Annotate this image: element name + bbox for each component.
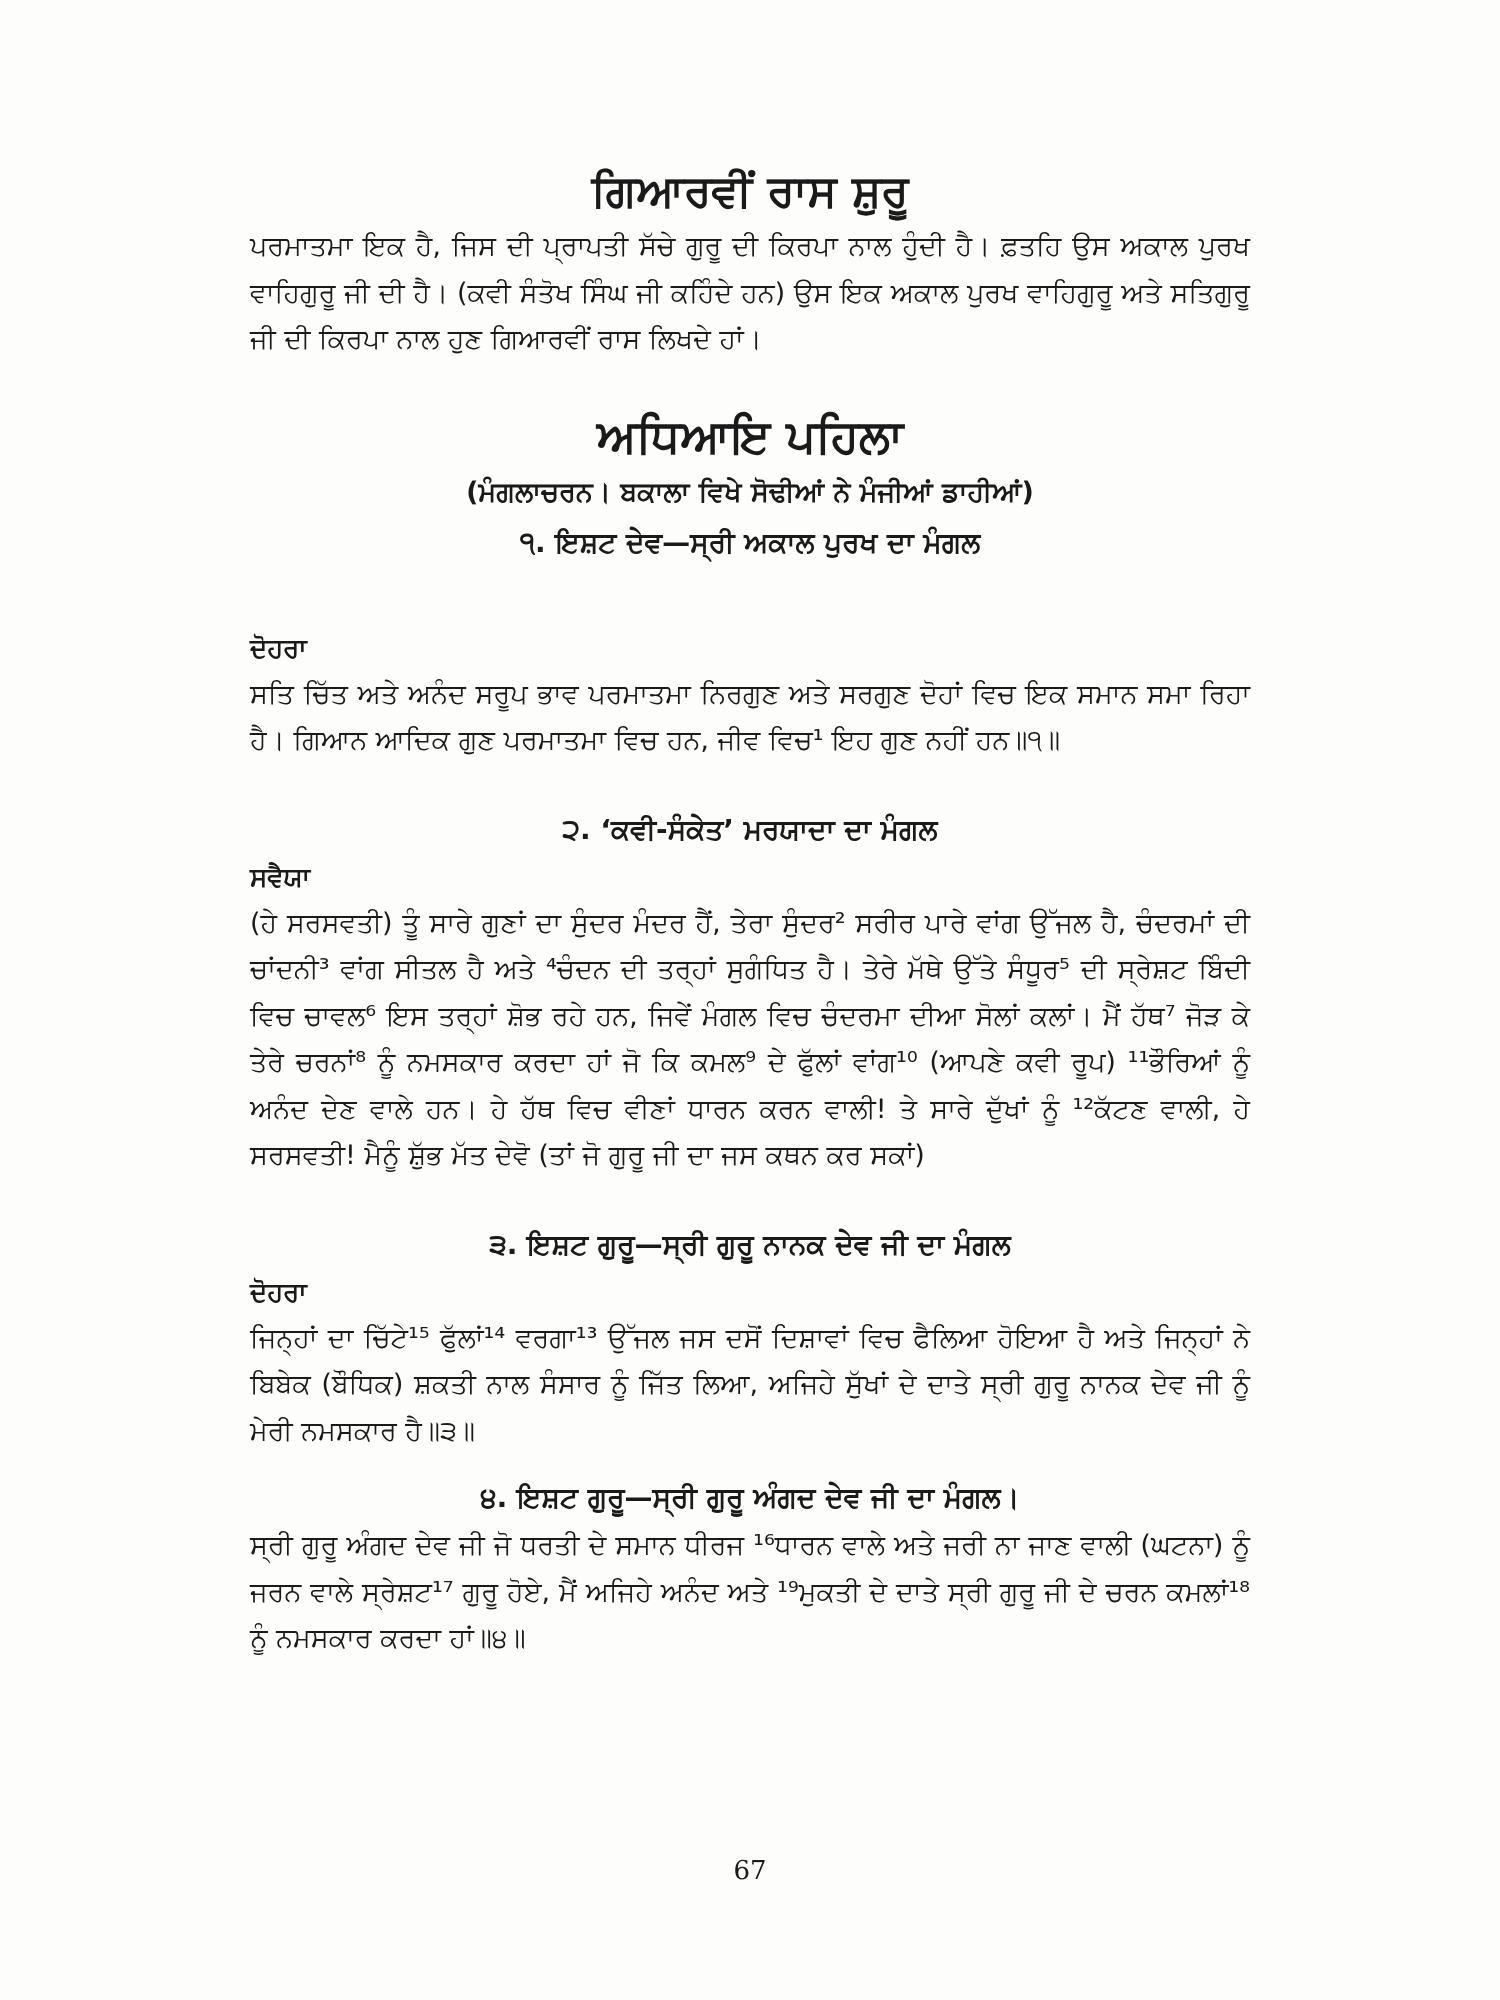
section-4-text: ਸ੍ਰੀ ਗੁਰੂ ਅੰਗਦ ਦੇਵ ਜੀ ਜੋ ਧਰਤੀ ਦੇ ਸਮਾਨ ਧੀਰਜ ¹⁶ਧਾਰਨ ਵਾਲੇ ਅਤੇ ਜਰੀ ਨਾ ਜਾਣ ਵਾਲੀ (ਘਟਨਾ) ਨੂੰ ਜਰਨ ਵਾਲੇ ਸ੍ਰੇਸ਼ਟ¹⁷ ਗੁਰੂ ਹੋਏ, ਮੈਂ ਅਜਿਹੇ ਅਨੰਦ ਅਤੇ ¹⁹ਮੁਕਤੀ ਦੇ ਦਾਤੇ ਸ੍ਰੀ ਗੁਰੂ ਜੀ ਦੇ ਚਰਨ ਕਮਲਾਂ¹⁸ ਨੂੰ ਨਮਸਕਾਰ ਕਰਦਾ ਹਾਂ॥੪॥ (250, 1530, 1250, 1654)
section-3-heading: ੩. ਇਸ਼ਟ ਗੁਰੂ—ਸ੍ਰੀ ਗੁਰੂ ਨਾਨਕ ਦੇਵ ਜੀ ਦਾ ਮੰਗਲ (489, 1227, 1011, 1261)
page-number: 67 (733, 1856, 767, 1886)
section-3-text: ਜਿਨ੍ਹਾਂ ਦਾ ਚਿੱਟੇ¹⁵ ਫੁੱਲਾਂ¹⁴ ਵਰਗਾ¹³ ਉੱਜਲ ਜਸ ਦਸੋਂ ਦਿਸ਼ਾਵਾਂ ਵਿਚ ਫੈਲਿਆ ਹੋਇਆ ਹੈ ਅਤੇ ਜਿਨ੍ਹਾਂ ਨੇ ਬਿਬੇਕ (ਬੌਧਿਕ) ਸ਼ਕਤੀ ਨਾਲ ਸੰਸਾਰ ਨੂੰ ਜਿੱਤ ਲਿਆ, ਅਜਿਹੇ ਸੁੱਖਾਂ ਦੇ ਦਾਤੇ ਸ੍ਰੀ ਗੁਰੂ ਨਾਨਕ ਦੇਵ ਜੀ ਨੂੰ ਮੇਰੀ ਨਮਸਕਾਰ ਹੈ॥੩॥ (250, 1322, 1250, 1447)
section-4-heading: ੪. ਇਸ਼ਟ ਗੁਰੂ—ਸ੍ਰੀ ਗੁਰੂ ਅੰਗਦ ਦੇਵ ਜੀ ਦਾ ਮੰਗਲ। (480, 1481, 1020, 1514)
page-content (250, 160, 1250, 1663)
section-3-label: ਦੋਹਰਾ (250, 1277, 307, 1308)
section-1-label: ਦੋਹਰਾ (250, 633, 307, 664)
section-1-heading: ੧. ਇਸ਼ਟ ਦੇਵ—ਸ੍ਰੀ ਅਕਾਲ ਪੁਰਖ ਦਾ ਮੰਗਲ (519, 525, 981, 559)
chapter-subtitle: (ਮੰਗਲਾਚਰਨ। ਬਕਾਲਾ ਵਿਖੇ ਸੋਢੀਆਂ ਨੇ ਮੰਜੀਆਂ ਡਾਹੀਆਂ) (466, 476, 1034, 508)
chapter-title: ਅਧਿਆਇ ਪਹਿਲਾ (596, 408, 904, 463)
intro-paragraph: ਪਰਮਾਤਮਾ ਇਕ ਹੈ, ਜਿਸ ਦੀ ਪ੍ਰਾਪਤੀ ਸੱਚੇ ਗੁਰੂ ਦੀ ਕਿਰਪਾ ਨਾਲ ਹੁੰਦੀ ਹੈ। ਫ਼ਤਹਿ ਉਸ ਅਕਾਲ ਪੁਰਖ ਵਾਹਿਗੁਰੂ ਜੀ ਦੀ ਹੈ। (ਕਵੀ ਸੰਤੋਖ ਸਿੰਘ ਜੀ ਕਹਿੰਦੇ ਹਨ) ਉਸ ਇਕ ਅਕਾਲ ਪੁਰਖ ਵਾਹਿਗੁਰੂ ਅਤੇ ਸਤਿਗੁਰੂ ਜੀ ਦੀ ਕਿਰਪਾ ਨਾਲ ਹੁਣ ਗਿਆਰਵੀਂ ਰਾਸ ਲਿਖਦੇ ਹਾਂ। (250, 231, 1250, 355)
book-title: ਗਿਆਰਵੀਂ ਰਾਸ ਸ਼ੁਰੂ (591, 166, 909, 217)
section-2-label: ਸਵੈਯਾ (250, 862, 311, 893)
section-2-text: (ਹੇ ਸਰਸਵਤੀ) ਤੂੰ ਸਾਰੇ ਗੁਣਾਂ ਦਾ ਸੁੰਦਰ ਮੰਦਰ ਹੈਂ, ਤੇਰਾ ਸੁੰਦਰ² ਸਰੀਰ ਪਾਰੇ ਵਾਂਗ ਉੱਜਲ ਹੈ, ਚੰਦਰਮਾਂ ਦੀ ਚਾਂਦਨੀ³ ਵਾਂਗ ਸੀਤਲ ਹੈ ਅਤੇ ⁴ਚੰਦਨ ਦੀ ਤਰ੍ਹਾਂ ਸੁਗੰਧਿਤ ਹੈ। ਤੇਰੇ ਮੱਥੇ ਉੱਤੇ ਸੰਧੂਰ⁵ ਦੀ ਸ੍ਰੇਸ਼ਟ ਬਿੰਦੀ ਵਿਚ ਚਾਵਲ⁶ ਇਸ ਤਰ੍ਹਾਂ ਸ਼ੋਭ ਰਹੇ ਹਨ, ਜਿਵੇਂ ਮੰਗਲ ਵਿਚ ਚੰਦਰਮਾ ਦੀਆ ਸੋਲਾਂ ਕਲਾਂ। ਮੈਂ ਹੱਥ⁷ ਜੋੜ ਕੇ ਤੇਰੇ ਚਰਨਾਂ⁸ ਨੂੰ ਨਮਸਕਾਰ ਕਰਦਾ ਹਾਂ ਜੋ ਕਿ ਕਮਲ⁹ ਦੇ ਫੁੱਲਾਂ ਵਾਂਗ¹⁰ (ਆਪਣੇ ਕਵੀ ਰੂਪ) ¹¹ਭੌਰਿਆਂ ਨੂੰ ਅਨੰਦ ਦੇਣ ਵਾਲੇ ਹਨ। ਹੇ ਹੱਥ ਵਿਚ ਵੀਣਾਂ ਧਾਰਨ ਕਰਨ ਵਾਲੀ! ਤੇ ਸਾਰੇ ਦੁੱਖਾਂ ਨੂੰ ¹²ਕੱਟਣ ਵਾਲੀ, ਹੇ ਸਰਸਵਤੀ! ਮੈਨੂੰ ਸ਼ੁੱਭ ਮੱਤ ਦੇਵੋ (ਤਾਂ ਜੋ ਗੁਰੂ ਜੀ ਦਾ ਜਸ ਕਥਨ ਕਰ ਸਕਾਂ) (250, 907, 1250, 1171)
section-1-text: ਸਤਿ ਚਿੱਤ ਅਤੇ ਅਨੰਦ ਸਰੂਪ ਭਾਵ ਪਰਮਾਤਮਾ ਨਿਰਗੁਣ ਅਤੇ ਸਰਗੁਣ ਦੋਹਾਂ ਵਿਚ ਇਕ ਸਮਾਨ ਸਮਾ ਰਿਹਾ ਹੈ। ਗਿਆਨ ਆਦਿਕ ਗੁਣ ਪਰਮਾਤਮਾ ਵਿਚ ਹਨ, ਜੀਵ ਵਿਚ¹ ਇਹ ਗੁਣ ਨਹੀਂ ਹਨ॥੧॥ (250, 678, 1250, 756)
section-2-heading: ੨. ‘ਕਵੀ-ਸੰਕੇਤ’ ਮਰਯਾਦਾ ਦਾ ਮੰਗਲ (562, 812, 938, 846)
